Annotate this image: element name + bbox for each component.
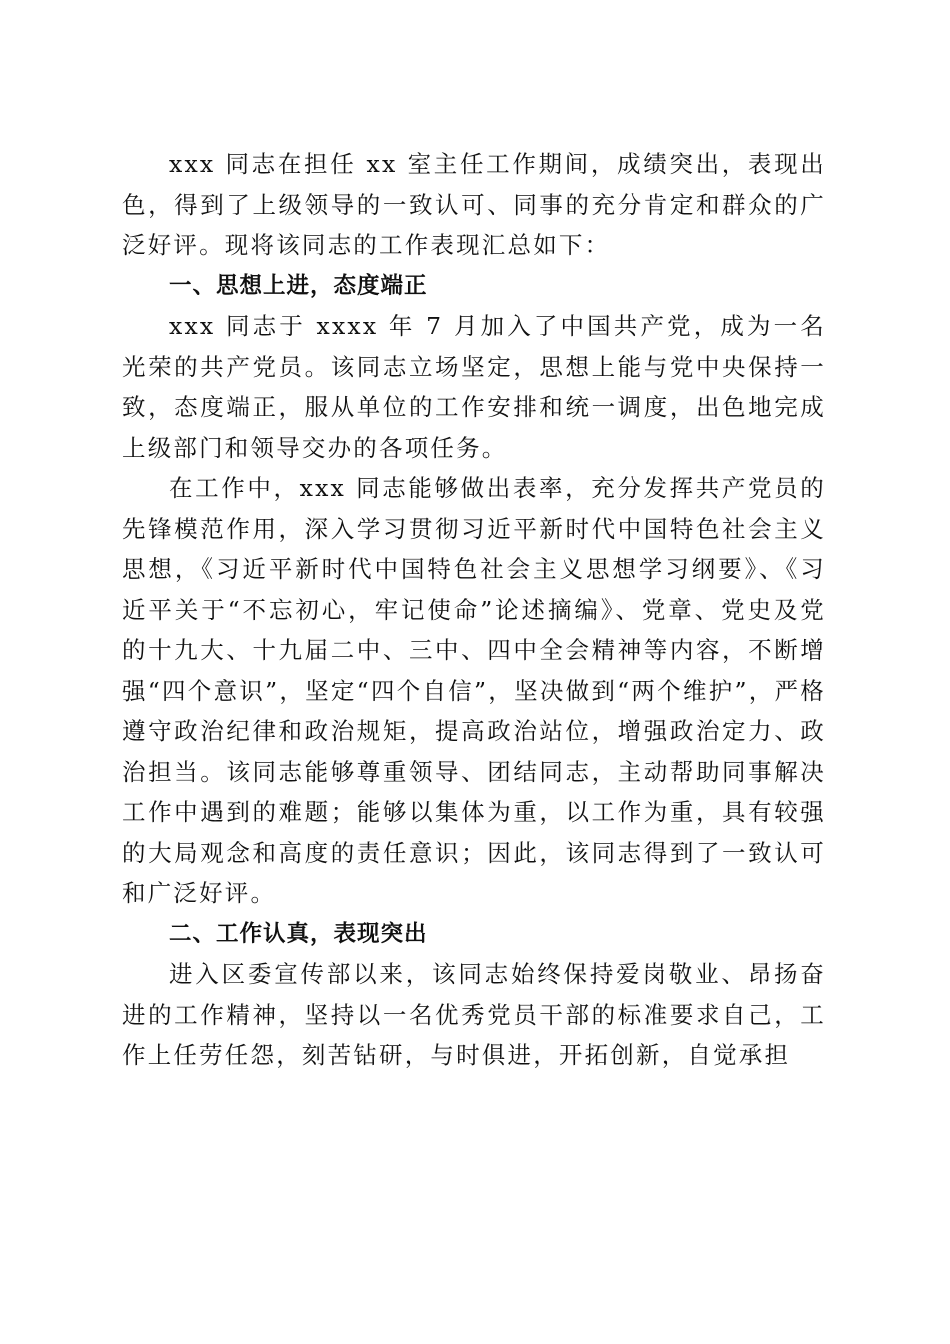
section-2-heading: 二、工作认真，表现突出 — [169, 920, 428, 947]
document-page — [122, 144, 826, 1076]
intro-paragraph: xxx 同志在担任 xx 室主任工作期间，成绩突出，表现出色，得到了上级领导的一致认可、同事的充分肯定和群众的广泛好评。现将该同志的工作表现汇总如下： — [122, 150, 826, 259]
section-1-paragraph-1: xxx 同志于 xxxx 年 7 月加入了中国共产党，成为一名光荣的共产党员。该同志立场坚定，思想上能与党中央保持一致，态度端正，服从单位的工作安排和统一调度，出色地完成上级部门和领导交办的各项任务。 — [122, 312, 826, 462]
section-1-heading: 一、思想上进，态度端正 — [169, 272, 428, 299]
section-1-paragraph-2: 在工作中，xxx 同志能够做出表率，充分发挥共产党员的先锋模范作用，深入学习贯彻习近平新时代中国特色社会主义思想，《习近平新时代中国特色社会主义思想学习纲要》、《习近平关于“不忘初心，牢记使命”论述摘编》、党章、党史及党的十九大、十九届二中、三中、四中全会精神等内容，不断增强“四个意识”，坚定“四个自信”，坚决做到“两个维护”，严格遵守政治纪律和政治规矩，提高政治站位，增强政治定力、政治担当。该同志能够尊重领导、团结同志，主动帮助同事解决工作中遇到的难题；能够以集体为重，以工作为重，具有较强的大局观念和高度的责任意识；因此，该同志得到了一致认可和广泛好评。 — [122, 474, 826, 907]
section-2-paragraph-1: 进入区委宣传部以来，该同志始终保持爱岗敬业、昂扬奋进的工作精神，坚持以一名优秀党员干部的标准要求自己，工作上任劳任怨，刻苦钻研，与时俱进，开拓创新，自觉承担 — [122, 960, 826, 1069]
